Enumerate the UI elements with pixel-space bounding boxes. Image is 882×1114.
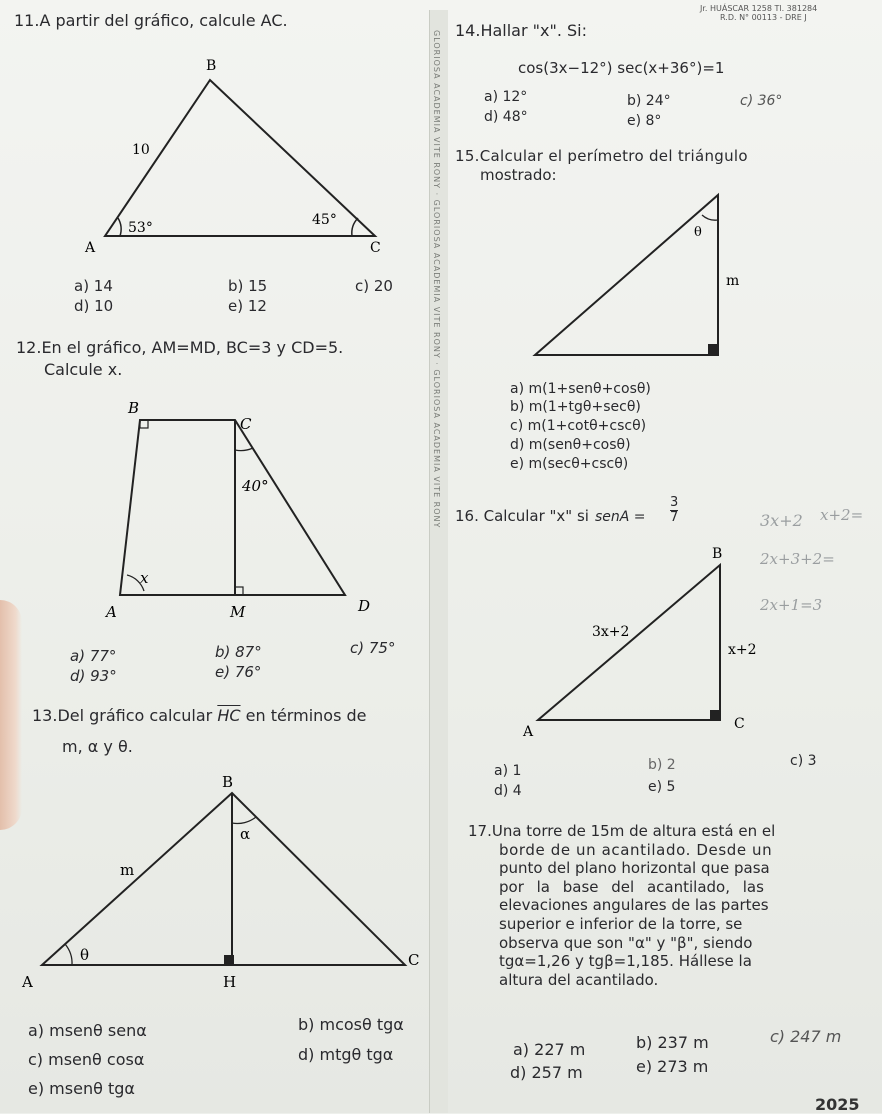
q12-label-c: C bbox=[240, 415, 252, 433]
q14-equation: cos(3x−12°) sec(x+36°)=1 bbox=[518, 59, 725, 77]
q15-opt-a[interactable]: a) m(1+senθ+cosθ) bbox=[510, 381, 651, 397]
school-header: Jr. HUÁSCAR 1258 Tl. 381284 R.D. N° 00113 - DRE J bbox=[700, 4, 818, 22]
q11-angle-c: 45° bbox=[312, 212, 337, 228]
q15-opt-e[interactable]: e) m(secθ+cscθ) bbox=[510, 456, 629, 472]
q13-opt-c[interactable]: c) msenθ cosα bbox=[28, 1050, 145, 1069]
q14-opt-d[interactable]: d) 48° bbox=[484, 109, 528, 125]
q13-opt-b[interactable]: b) mcosθ tgα bbox=[298, 1015, 404, 1034]
q12-title: 12.En el gráfico, AM=MD, BC=3 y CD=5. bbox=[16, 338, 344, 357]
q16-label-c: C bbox=[734, 716, 745, 732]
q16-hyp: 3x+2 bbox=[592, 624, 630, 640]
q14-opt-a[interactable]: a) 12° bbox=[484, 89, 528, 105]
q11-label-a: A bbox=[85, 240, 96, 256]
q13-opt-a[interactable]: a) msenθ senα bbox=[28, 1021, 147, 1040]
thumb-shadow bbox=[0, 600, 22, 830]
q13-subtitle: m, α y θ. bbox=[62, 737, 133, 756]
q11-opt-b[interactable]: b) 15 bbox=[228, 277, 268, 295]
q12-opt-a[interactable]: a) 77° bbox=[70, 647, 117, 665]
q13-label-b: B bbox=[222, 773, 234, 791]
q11-angle-a: 53° bbox=[128, 220, 153, 236]
q11-title: 11.A partir del gráfico, calcule AC. bbox=[14, 11, 288, 30]
q12-opt-b[interactable]: b) 87° bbox=[215, 643, 262, 661]
q13-label-m: m bbox=[120, 861, 135, 879]
column-divider: GLORIOSA ACADEMIA VITE RONY · GLORIOSA ACADEMIA VITE RONY · GLORIOSA ACADEMIA VITE RONY bbox=[429, 10, 448, 1113]
q14-opt-b[interactable]: b) 24° bbox=[627, 93, 671, 109]
q12-opt-d[interactable]: d) 93° bbox=[70, 667, 117, 685]
q16-figure bbox=[520, 540, 780, 740]
q11-label-b: B bbox=[206, 58, 217, 74]
q15-figure bbox=[530, 190, 740, 360]
q16-opt-e[interactable]: e) 5 bbox=[648, 779, 676, 795]
q13-figure bbox=[20, 765, 430, 990]
q16-label-a: A bbox=[523, 724, 534, 740]
q12-label-a: A bbox=[106, 603, 117, 621]
q12-label-b: B bbox=[128, 399, 140, 417]
q13-label-a: A bbox=[22, 973, 33, 991]
q13-label-c: C bbox=[408, 951, 420, 969]
q16-fraction: $\frac{3}{7}$ bbox=[670, 495, 679, 525]
q12-opt-e[interactable]: e) 76° bbox=[215, 663, 262, 681]
q11-opt-e[interactable]: e) 12 bbox=[228, 297, 267, 315]
q11-opt-c[interactable]: c) 20 bbox=[355, 277, 393, 295]
q15-title: 15.Calcular el perímetro del triángulo bbox=[455, 147, 748, 165]
handwriting-2: x+2= bbox=[820, 506, 864, 524]
handwriting-1: 3x+2 bbox=[760, 511, 803, 530]
q13-title: 13.Del gráfico calcular $\overline{HC}$ en términos de bbox=[32, 706, 367, 725]
q12-label-m: M bbox=[230, 603, 246, 621]
q15-opt-d[interactable]: d) m(senθ+cosθ) bbox=[510, 437, 631, 453]
q13-label-alpha: α bbox=[240, 825, 251, 843]
q16-opt-c[interactable]: c) 3 bbox=[790, 753, 817, 769]
q11-opt-d[interactable]: d) 10 bbox=[74, 297, 114, 315]
q12-angle: 40° bbox=[242, 477, 269, 495]
q13-label-h: H bbox=[223, 973, 237, 991]
handwriting-4: 2x+1=3 bbox=[760, 596, 823, 614]
q15-opt-c[interactable]: c) m(1+cotθ+cscθ) bbox=[510, 418, 647, 434]
q15-subtitle: mostrado: bbox=[480, 166, 557, 184]
q12-subtitle: Calcule x. bbox=[44, 360, 123, 379]
q11-opt-a[interactable]: a) 14 bbox=[74, 277, 113, 295]
q16-title: 16. Calcular "x" si bbox=[455, 507, 589, 525]
q16-opt-b[interactable]: b) 2 bbox=[648, 757, 676, 773]
q16-opt-a[interactable]: a) 1 bbox=[494, 763, 522, 779]
q14-title: 14.Hallar "x". Si: bbox=[455, 21, 587, 40]
q13-opt-d[interactable]: d) mtgθ tgα bbox=[298, 1045, 394, 1064]
q14-opt-e[interactable]: e) 8° bbox=[627, 113, 662, 129]
q16-leg: x+2 bbox=[728, 642, 757, 658]
q16-opt-d[interactable]: d) 4 bbox=[494, 783, 522, 799]
q11-label-c: C bbox=[370, 240, 381, 256]
q17-opt-b[interactable]: b) 237 m bbox=[636, 1033, 709, 1052]
q15-label-theta: θ bbox=[694, 225, 702, 240]
q17-opt-a[interactable]: a) 227 m bbox=[513, 1040, 586, 1059]
q15-opt-b[interactable]: b) m(1+tgθ+secθ) bbox=[510, 399, 641, 415]
q15-label-m: m bbox=[726, 273, 740, 289]
q11-side: 10 bbox=[132, 142, 150, 158]
q14-opt-c[interactable]: c) 36° bbox=[740, 93, 783, 109]
q17-opt-e[interactable]: e) 273 m bbox=[636, 1057, 709, 1076]
q16-sen: senA = bbox=[595, 509, 646, 525]
q11-figure bbox=[80, 50, 400, 260]
q13-opt-e[interactable]: e) msenθ tgα bbox=[28, 1079, 135, 1098]
q13-label-theta: θ bbox=[80, 946, 90, 964]
q17-opt-d[interactable]: d) 257 m bbox=[510, 1063, 583, 1082]
q17-text: 17.Una torre de 15m de altura está en el borde de un acantilado. Desde un punto del plano horizontal que pasa por la base del acantilado, las elevaciones angulares de las partes superior e inferior de la torre, se observa que son "α" y "β", siendo tgα=1,26 y tgβ=1,185. Hállese la altura del acantilado. bbox=[468, 822, 776, 989]
q12-label-d: D bbox=[358, 597, 371, 615]
q16-label-b: B bbox=[712, 546, 723, 562]
footer-year: 2025 bbox=[815, 1095, 860, 1114]
q12-opt-c[interactable]: c) 75° bbox=[350, 639, 396, 657]
q17-opt-c[interactable]: c) 247 m bbox=[770, 1027, 842, 1046]
q12-figure bbox=[100, 395, 390, 625]
q12-x: x bbox=[140, 569, 149, 587]
handwriting-3: 2x+3+2= bbox=[760, 550, 835, 568]
